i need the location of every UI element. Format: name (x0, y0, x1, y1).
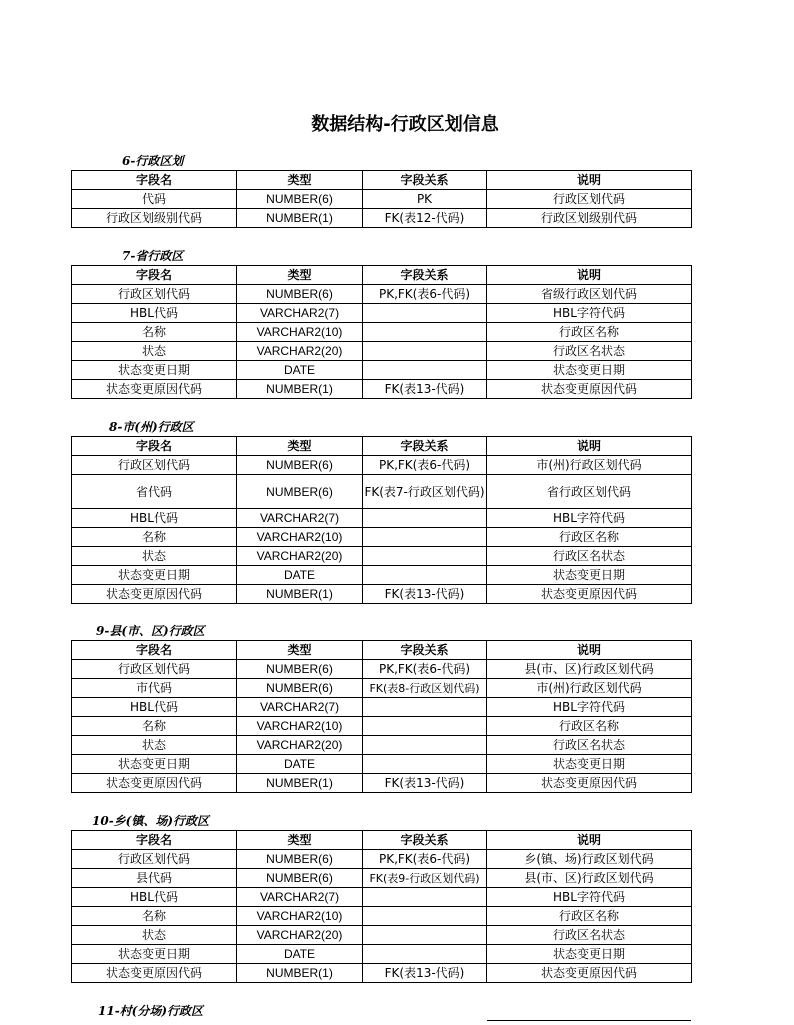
cell-description: 市(州)行政区划代码 (487, 679, 692, 698)
cell-relation: PK,FK(表6-代码) (363, 850, 487, 869)
cell-field-name: 行政区划代码 (72, 456, 237, 475)
cell-type: NUMBER(6) (237, 285, 363, 304)
cell-type: VARCHAR2(20) (237, 736, 363, 755)
cell-relation (363, 323, 487, 342)
table-header-row (72, 831, 692, 850)
table-row (72, 850, 692, 869)
cell-description: 市(州)行政区划代码 (487, 456, 692, 475)
cell-type: VARCHAR2(10) (237, 907, 363, 926)
table-row (72, 698, 692, 717)
header-description: 说明 (487, 641, 692, 660)
cell-description: 行政区名状态 (487, 342, 692, 361)
header-description: 说明 (487, 831, 692, 850)
cell-type: NUMBER(1) (237, 585, 363, 604)
cell-type: VARCHAR2(20) (237, 547, 363, 566)
cell-description: 行政区名状态 (487, 926, 692, 945)
table-header-row (72, 641, 692, 660)
table-row (72, 509, 692, 528)
cell-relation: FK(表9-行政区划代码) (363, 869, 487, 888)
cell-field-name: 名称 (72, 323, 237, 342)
table-row (72, 736, 692, 755)
table-row (72, 679, 692, 698)
cell-field-name: 状态 (72, 926, 237, 945)
cell-type: VARCHAR2(20) (237, 342, 363, 361)
header-description: 说明 (487, 171, 692, 190)
cell-type: VARCHAR2(10) (237, 717, 363, 736)
cell-type: NUMBER(6) (237, 456, 363, 475)
cell-relation: FK(表8-行政区划代码) (363, 679, 487, 698)
table-row (72, 755, 692, 774)
cell-field-name: 省代码 (72, 475, 237, 509)
section-title: 10-乡(镇、场)行政区 (92, 814, 210, 828)
table-row (72, 566, 692, 585)
cell-type: DATE (237, 755, 363, 774)
cell-description: 行政区名状态 (487, 736, 692, 755)
cell-type: NUMBER(6) (237, 475, 363, 509)
cell-type: DATE (237, 945, 363, 964)
cell-relation (363, 304, 487, 323)
cell-relation (363, 755, 487, 774)
table-top-border (487, 1020, 691, 1021)
table-row (72, 380, 692, 399)
header-relation: 字段关系 (363, 266, 487, 285)
cell-description: 状态变更原因代码 (487, 380, 692, 399)
cell-description: HBL字符代码 (487, 304, 692, 323)
cell-relation: FK(表12-代码) (363, 209, 487, 228)
table-row (72, 361, 692, 380)
field-table (71, 640, 692, 793)
cell-relation (363, 342, 487, 361)
table-row (72, 323, 692, 342)
cell-description: 状态变更日期 (487, 945, 692, 964)
table-row (72, 547, 692, 566)
cell-relation (363, 566, 487, 585)
cell-type: VARCHAR2(7) (237, 698, 363, 717)
section-title: 7-省行政区 (122, 249, 184, 263)
cell-relation (363, 945, 487, 964)
cell-description: 行政区名称 (487, 717, 692, 736)
cell-relation: FK(表13-代码) (363, 380, 487, 399)
header-type: 类型 (237, 641, 363, 660)
cell-description: 状态变更原因代码 (487, 774, 692, 793)
field-table (71, 265, 692, 399)
cell-type: NUMBER(1) (237, 209, 363, 228)
header-type: 类型 (237, 831, 363, 850)
table-row (72, 926, 692, 945)
cell-type: DATE (237, 361, 363, 380)
cell-type: VARCHAR2(10) (237, 528, 363, 547)
table-header-row (72, 266, 692, 285)
cell-relation (363, 509, 487, 528)
cell-description: 县(市、区)行政区划代码 (487, 869, 692, 888)
cell-type: VARCHAR2(7) (237, 888, 363, 907)
cell-field-name: HBL代码 (72, 888, 237, 907)
header-relation: 字段关系 (363, 831, 487, 850)
cell-field-name: 状态 (72, 547, 237, 566)
section-8 (71, 419, 691, 604)
cell-field-name: 状态变更原因代码 (72, 774, 237, 793)
header-description: 说明 (487, 437, 692, 456)
section-6 (71, 153, 691, 228)
table-header-row (72, 437, 692, 456)
cell-type: VARCHAR2(10) (237, 323, 363, 342)
table-row (72, 285, 692, 304)
cell-description: 状态变更日期 (487, 755, 692, 774)
cell-type: NUMBER(6) (237, 190, 363, 209)
document-title: 数据结构-行政区划信息 (311, 114, 499, 135)
cell-field-name: 行政区划代码 (72, 850, 237, 869)
table-row (72, 907, 692, 926)
section-11 (71, 1003, 691, 1020)
cell-description: 行政区划级别代码 (487, 209, 692, 228)
field-table (71, 170, 692, 228)
cell-field-name: 状态 (72, 342, 237, 361)
cell-type: NUMBER(6) (237, 679, 363, 698)
cell-field-name: 市代码 (72, 679, 237, 698)
header-field-name: 字段名 (72, 266, 237, 285)
cell-relation: FK(表13-代码) (363, 774, 487, 793)
cell-description: 乡(镇、场)行政区划代码 (487, 850, 692, 869)
table-row (72, 209, 692, 228)
cell-relation (363, 528, 487, 547)
header-type: 类型 (237, 171, 363, 190)
table-row (72, 945, 692, 964)
cell-field-name: 名称 (72, 907, 237, 926)
table-row (72, 304, 692, 323)
cell-type: DATE (237, 566, 363, 585)
table-row (72, 964, 692, 983)
section-10 (71, 813, 691, 983)
cell-field-name: 行政区划代码 (72, 660, 237, 679)
cell-type: VARCHAR2(20) (237, 926, 363, 945)
header-relation: 字段关系 (363, 437, 487, 456)
cell-type: NUMBER(6) (237, 869, 363, 888)
cell-description: HBL字符代码 (487, 698, 692, 717)
cell-description: 行政区名称 (487, 528, 692, 547)
table-row (72, 456, 692, 475)
header-type: 类型 (237, 437, 363, 456)
cell-description: 县(市、区)行政区划代码 (487, 660, 692, 679)
table-row (72, 717, 692, 736)
cell-field-name: 状态变更原因代码 (72, 380, 237, 399)
header-relation: 字段关系 (363, 641, 487, 660)
cell-type: NUMBER(1) (237, 964, 363, 983)
field-table (71, 436, 692, 604)
cell-relation: PK (363, 190, 487, 209)
cell-field-name: 行政区划代码 (72, 285, 237, 304)
cell-description: 状态变更原因代码 (487, 585, 692, 604)
cell-field-name: 状态 (72, 736, 237, 755)
header-relation: 字段关系 (363, 171, 487, 190)
table-row (72, 888, 692, 907)
cell-relation: FK(表7-行政区划代码) (363, 475, 487, 509)
cell-relation: PK,FK(表6-代码) (363, 285, 487, 304)
cell-relation: FK(表13-代码) (363, 585, 487, 604)
table-row (72, 528, 692, 547)
cell-type: NUMBER(6) (237, 660, 363, 679)
cell-type: VARCHAR2(7) (237, 509, 363, 528)
section-title: 6-行政区划 (122, 154, 184, 168)
cell-field-name: 代码 (72, 190, 237, 209)
table-row (72, 190, 692, 209)
table-row (72, 475, 692, 509)
cell-relation: FK(表13-代码) (363, 964, 487, 983)
cell-description: 行政区名状态 (487, 547, 692, 566)
section-7 (71, 248, 691, 399)
cell-relation (363, 698, 487, 717)
cell-description: HBL字符代码 (487, 509, 692, 528)
cell-field-name: HBL代码 (72, 509, 237, 528)
section-title: 11-村(分场)行政区 (98, 1004, 204, 1018)
header-field-name: 字段名 (72, 641, 237, 660)
cell-type: NUMBER(1) (237, 380, 363, 399)
cell-field-name: HBL代码 (72, 698, 237, 717)
cell-description: 省行政区划代码 (487, 475, 692, 509)
cell-description: 状态变更日期 (487, 361, 692, 380)
cell-relation (363, 547, 487, 566)
header-field-name: 字段名 (72, 171, 237, 190)
cell-relation: PK,FK(表6-代码) (363, 456, 487, 475)
cell-description: 状态变更日期 (487, 566, 692, 585)
cell-field-name: 状态变更日期 (72, 755, 237, 774)
cell-type: VARCHAR2(7) (237, 304, 363, 323)
cell-field-name: 县代码 (72, 869, 237, 888)
cell-description: 省级行政区划代码 (487, 285, 692, 304)
table-header-row (72, 171, 692, 190)
cell-relation (363, 717, 487, 736)
cell-field-name: 行政区划级别代码 (72, 209, 237, 228)
cell-field-name: 名称 (72, 528, 237, 547)
field-table (71, 830, 692, 983)
section-9 (71, 623, 691, 793)
cell-field-name: 状态变更日期 (72, 945, 237, 964)
cell-relation (363, 361, 487, 380)
cell-description: 行政区名称 (487, 907, 692, 926)
cell-field-name: HBL代码 (72, 304, 237, 323)
cell-field-name: 名称 (72, 717, 237, 736)
cell-description: HBL字符代码 (487, 888, 692, 907)
cell-description: 行政区划代码 (487, 190, 692, 209)
section-title: 8-市(州)行政区 (109, 420, 194, 434)
cell-relation (363, 888, 487, 907)
header-field-name: 字段名 (72, 437, 237, 456)
cell-type: NUMBER(1) (237, 774, 363, 793)
cell-relation (363, 926, 487, 945)
cell-field-name: 状态变更日期 (72, 361, 237, 380)
cell-relation: PK,FK(表6-代码) (363, 660, 487, 679)
cell-field-name: 状态变更原因代码 (72, 585, 237, 604)
cell-description: 行政区名称 (487, 323, 692, 342)
table-row (72, 869, 692, 888)
table-row (72, 774, 692, 793)
header-description: 说明 (487, 266, 692, 285)
cell-relation (363, 736, 487, 755)
section-title: 9-县(市、区)行政区 (96, 624, 205, 638)
header-field-name: 字段名 (72, 831, 237, 850)
cell-relation (363, 907, 487, 926)
table-row (72, 660, 692, 679)
cell-type: NUMBER(6) (237, 850, 363, 869)
cell-description: 状态变更原因代码 (487, 964, 692, 983)
cell-field-name: 状态变更日期 (72, 566, 237, 585)
table-row (72, 342, 692, 361)
cell-field-name: 状态变更原因代码 (72, 964, 237, 983)
header-type: 类型 (237, 266, 363, 285)
table-row (72, 585, 692, 604)
